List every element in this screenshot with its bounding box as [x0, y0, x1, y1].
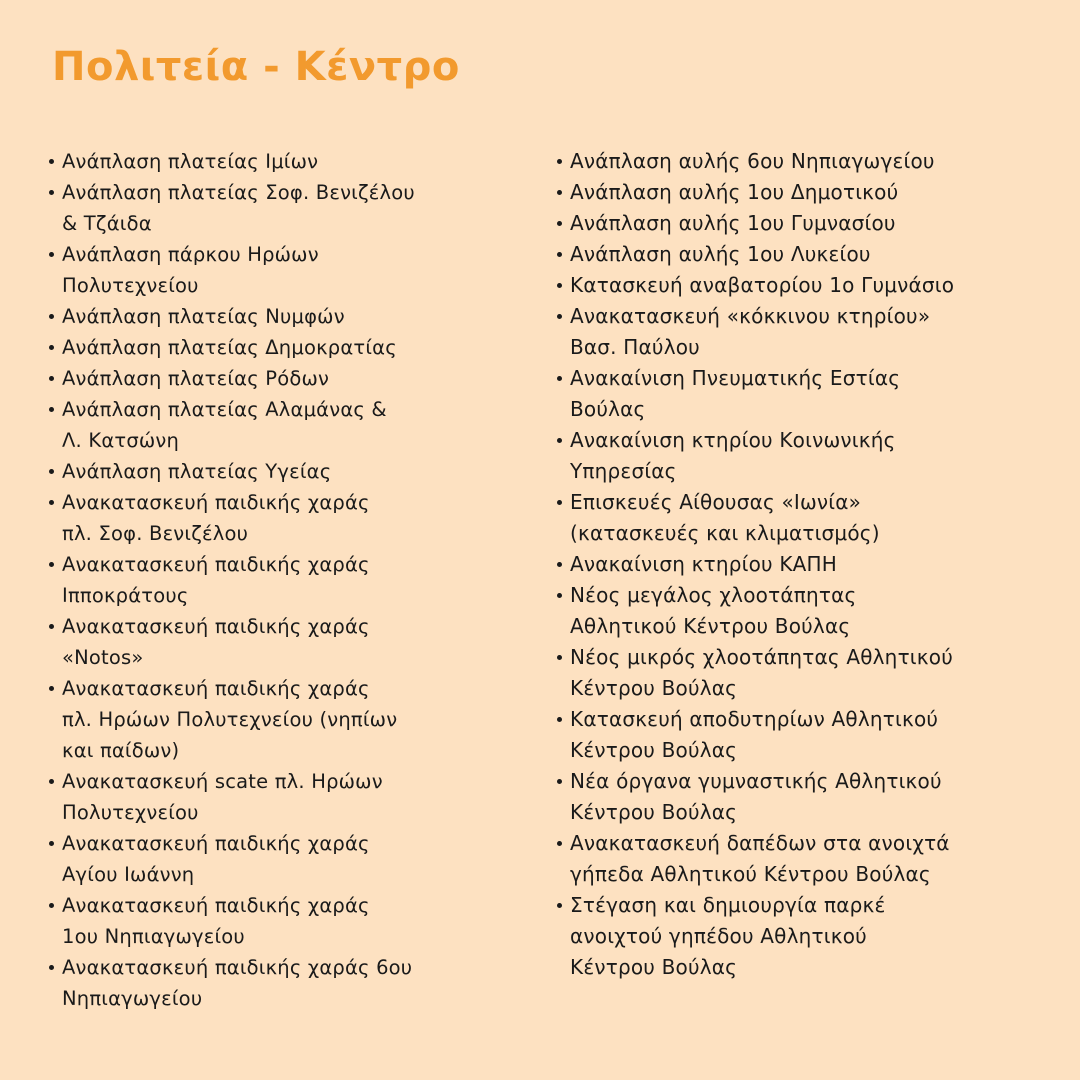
page-title: Πολιτεία - Κέντρο: [52, 44, 460, 90]
list-item: Ανακατασκευή παιδικής χαράς Αγίου Ιωάννη: [46, 828, 466, 890]
list-item: Νέα όργανα γυμναστικής Αθλητικού Κέντρου Βούλας: [554, 766, 1024, 828]
list-item: Ανακαίνιση κτηρίου Κοινωνικής Υπηρεσίας: [554, 425, 1024, 487]
list-item: Ανάπλαση πλατείας Ρόδων: [46, 363, 466, 394]
list-item: Ανάπλαση πλατείας Νυμφών: [46, 301, 466, 332]
list-item: Ανάπλαση πλατείας Σοφ. Βενιζέλου & Τζάιδα: [46, 177, 466, 239]
list-item: Ανακατασκευή παιδικής χαράς 1ου Νηπιαγωγείου: [46, 890, 466, 952]
list-item: Ανακατασκευή δαπέδων στα ανοιχτά γήπεδα Αθλητικού Κέντρου Βούλας: [554, 828, 1024, 890]
list-item: Ανακατασκευή παιδικής χαράς πλ. Σοφ. Βενιζέλου: [46, 487, 466, 549]
list-item: Ανάπλαση αυλής 1ου Δημοτικού: [554, 177, 1024, 208]
list-item: Ανάπλαση πάρκου Ηρώων Πολυτεχνείου: [46, 239, 466, 301]
list-item: Ανάπλαση πλατείας Δημοκρατίας: [46, 332, 466, 363]
list-item: Ανάπλαση αυλής 1ου Γυμνασίου: [554, 208, 1024, 239]
list-item: Ανάπλαση πλατείας Υγείας: [46, 456, 466, 487]
list-item: Ανακατασκευή παιδικής χαράς πλ. Ηρώων Πολυτεχνείου (νηπίων και παίδων): [46, 673, 466, 766]
list-item: Ανάπλαση αυλής 1ου Λυκείου: [554, 239, 1024, 270]
list-item: Ανακαίνιση κτηρίου ΚΑΠΗ: [554, 549, 1024, 580]
list-item: Ανακατασκευή «κόκκινου κτηρίου» Βασ. Παύλου: [554, 301, 1024, 363]
left-project-list: [46, 146, 466, 1014]
list-item: Κατασκευή αποδυτηρίων Αθλητικού Κέντρου Βούλας: [554, 704, 1024, 766]
list-item: Νέος μικρός χλοοτάπητας Αθλητικού Κέντρου Βούλας: [554, 642, 1024, 704]
list-item: Ανάπλαση πλατείας Ιμίων: [46, 146, 466, 177]
list-item: Ανακατασκευή scate πλ. Ηρώων Πολυτεχνείου: [46, 766, 466, 828]
list-item: Ανακατασκευή παιδικής χαράς Ιπποκράτους: [46, 549, 466, 611]
list-item: Νέος μεγάλος χλοοτάπητας Αθλητικού Κέντρου Βούλας: [554, 580, 1024, 642]
list-item: Ανάπλαση πλατείας Αλαμάνας & Λ. Κατσώνη: [46, 394, 466, 456]
list-item: Ανάπλαση αυλής 6ου Νηπιαγωγείου: [554, 146, 1024, 177]
right-project-list: [554, 146, 1024, 983]
list-item: Κατασκευή αναβατορίου 1ο Γυμνάσιο: [554, 270, 1024, 301]
list-item: Ανακατασκευή παιδικής χαράς «Notos»: [46, 611, 466, 673]
list-item: Ανακατασκευή παιδικής χαράς 6ου Νηπιαγωγείου: [46, 952, 466, 1014]
list-item: Επισκευές Αίθουσας «Ιωνία» (κατασκευές και κλιματισμός): [554, 487, 1024, 549]
list-item: Ανακαίνιση Πνευματικής Εστίας Βούλας: [554, 363, 1024, 425]
list-item: Στέγαση και δημιουργία παρκέ ανοιχτού γηπέδου Αθλητικού Κέντρου Βούλας: [554, 890, 1024, 983]
